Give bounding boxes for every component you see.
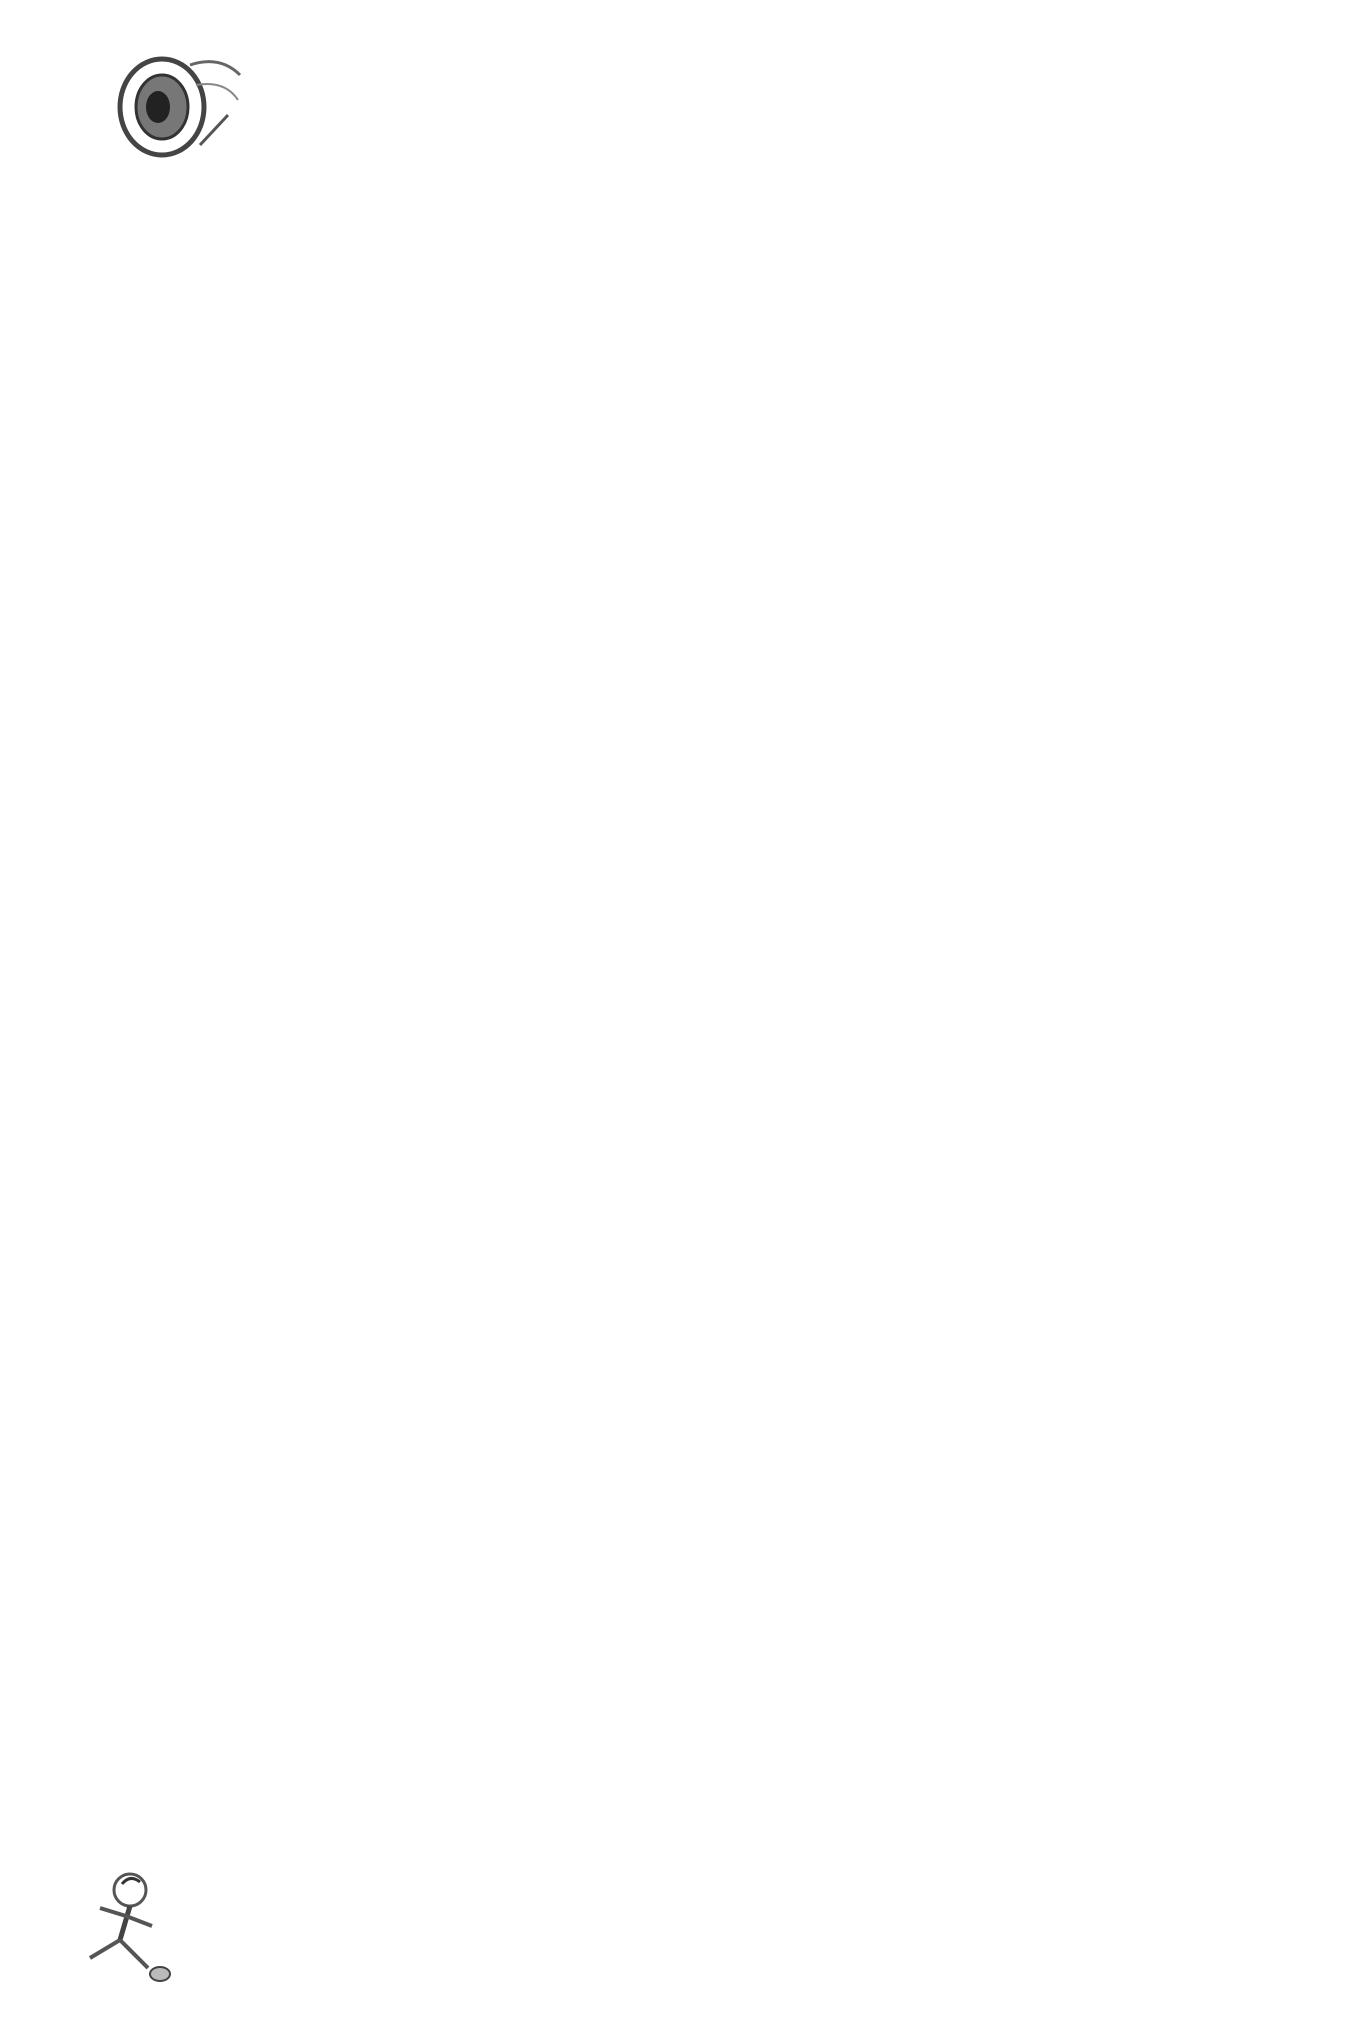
- megaphone-logo-icon: [110, 45, 250, 165]
- answer-content: [186, 190, 1312, 238]
- page-header: [110, 45, 470, 165]
- running-boy-illustration-icon: [60, 1860, 200, 1990]
- page-footer: [60, 1860, 320, 2000]
